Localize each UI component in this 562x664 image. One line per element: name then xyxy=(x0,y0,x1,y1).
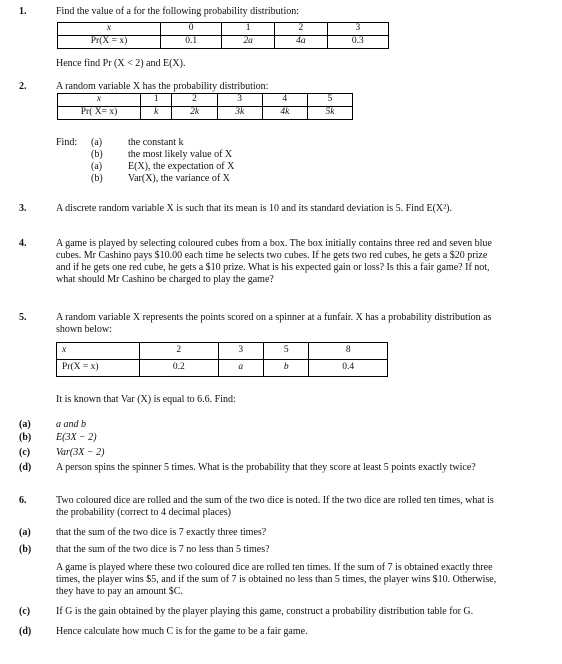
q1-x-cell: 2 xyxy=(274,23,327,36)
q5-p-cell: a xyxy=(218,360,263,377)
question-6-number: 6. xyxy=(19,495,27,506)
question-1-text: Find the value of a for the following probability distribution: xyxy=(56,6,300,17)
q1-x-cell: 1 xyxy=(222,23,275,36)
q2-part-label: (a) xyxy=(91,161,103,172)
question-4-line: A game is played by selecting coloured cubes from a box. The box initially contains three red and seven blue xyxy=(56,238,492,249)
q2-p-cell: 3k xyxy=(217,107,262,120)
question-4-line: what should Mr Cashino be charged to play the game? xyxy=(56,274,274,285)
q1-p-cell: 0.1 xyxy=(161,36,222,49)
q5-x-row xyxy=(57,343,388,360)
q6-game-line: A game is played where these two coloured dice are rolled ten times. If the sum of 7 is obtained exactly three xyxy=(56,562,493,573)
q6-part-label: (d) xyxy=(19,626,32,637)
q6-part-text: that the sum of the two dice is 7 no less than 5 times? xyxy=(56,544,270,555)
question-6-line: the probability (correct to 4 decimal places) xyxy=(56,507,231,518)
q6-part-label: (b) xyxy=(19,544,32,555)
q2-part-text: the most likely value of X xyxy=(128,149,233,160)
q2-x-cell: 2 xyxy=(172,94,217,107)
question-4-number: 4. xyxy=(19,238,27,249)
q1-p-cell: 2a xyxy=(222,36,275,49)
question-6-line: Two coloured dice are rolled and the sum of the two dice is noted. If the two dice are rolled ten times, what is xyxy=(56,495,494,506)
q5-p-row xyxy=(57,360,388,377)
q1-p-cell: 4a xyxy=(274,36,327,49)
q5-x-cell: 5 xyxy=(263,343,308,360)
q5-p-cell: 0.4 xyxy=(309,360,388,377)
q2-p-cell: k xyxy=(141,107,172,120)
q5-part-text: A person spins the spinner 5 times. What is the probability that they score at least 5 points exactly twice? xyxy=(56,462,476,473)
q2-x-cell: 1 xyxy=(141,94,172,107)
q5-x-cell: 8 xyxy=(309,343,388,360)
q5-part-text: E(3X − 2) xyxy=(56,432,97,443)
q2-x-header: x xyxy=(58,94,141,107)
q2-p-cell: 5k xyxy=(307,107,352,120)
q6-part-text: Hence calculate how much C is for the game to be a fair game. xyxy=(56,626,308,637)
q2-p-cell: 2k xyxy=(172,107,217,120)
q5-p-cell: 0.2 xyxy=(140,360,219,377)
question-4-line: cubes. Mr Cashino pays $10.00 each time he selects two cubes. If he gets two red cubes, he gets a $20 prize xyxy=(56,250,488,261)
q5-part-label: (d) xyxy=(19,462,32,473)
q1-p-row xyxy=(58,36,389,49)
q1-x-row xyxy=(58,23,389,36)
q1-x-header: x xyxy=(58,23,161,36)
q6-part-text: If G is the gain obtained by the player playing this game, construct a probability distribution table for G. xyxy=(56,606,474,617)
q1-p-header: Pr(X = x) xyxy=(58,36,161,49)
question-5-line: A random variable X represents the points scored on a spinner at a funfair. X has a probability distribution as xyxy=(56,312,492,323)
q1-x-cell: 3 xyxy=(327,23,388,36)
q5-part-text: a and b xyxy=(56,419,86,430)
q5-known-text: It is known that Var (X) is equal to 6.6. Find: xyxy=(56,394,236,405)
q5-x-cell: 2 xyxy=(140,343,219,360)
question-4-line: and if he gets one red cube, he gets a $10 prize. What is his expected gain or loss? Is this a fair game? If not, xyxy=(56,262,490,273)
q2-p-header: Pr( X= x) xyxy=(58,107,141,120)
q2-p-row xyxy=(58,107,353,120)
q2-part-label: (b) xyxy=(91,173,103,184)
q2-x-cell: 3 xyxy=(217,94,262,107)
q2-part-text: E(X), the expectation of X xyxy=(128,161,235,172)
q1-p-cell: 0.3 xyxy=(327,36,388,49)
q2-p-cell: 4k xyxy=(262,107,307,120)
q5-part-label: (c) xyxy=(19,447,31,458)
question-1-followup: Hence find Pr (X < 2) and E(X). xyxy=(56,58,186,69)
q5-part-label: (a) xyxy=(19,419,31,430)
q5-x-header: x xyxy=(57,343,140,360)
question-5-number: 5. xyxy=(19,312,27,323)
q2-x-row xyxy=(58,94,353,107)
question-5-line: shown below: xyxy=(56,324,112,335)
q5-x-cell: 3 xyxy=(218,343,263,360)
q1-distribution-table xyxy=(57,22,389,49)
q6-part-text: that the sum of the two dice is 7 exactly three times? xyxy=(56,527,267,538)
q6-part-label: (a) xyxy=(19,527,31,538)
q5-part-label: (b) xyxy=(19,432,32,443)
q5-p-cell: b xyxy=(263,360,308,377)
q6-game-line: times, the player wins $5, and if the sum of 7 is obtained no less than 5 times, the player wins $10. Otherwise, xyxy=(56,574,497,585)
q6-game-line: they have to pay an amount $C. xyxy=(56,586,183,597)
question-3-text: A discrete random variable X is such that its mean is 10 and its standard deviation is 5. Find E(X²). xyxy=(56,203,452,214)
q2-part-label: (a) xyxy=(91,137,103,148)
q2-find-label: Find: xyxy=(56,137,78,148)
question-3-number: 3. xyxy=(19,203,27,214)
q5-part-text: Var(3X − 2) xyxy=(56,447,105,458)
question-2-number: 2. xyxy=(19,81,27,92)
q1-x-cell: 0 xyxy=(161,23,222,36)
q5-p-header: Pr(X = x) xyxy=(57,360,140,377)
q2-part-text: the constant k xyxy=(128,137,184,148)
q2-x-cell: 5 xyxy=(307,94,352,107)
question-1-number: 1. xyxy=(19,6,27,17)
q6-part-label: (c) xyxy=(19,606,31,617)
q2-x-cell: 4 xyxy=(262,94,307,107)
question-2-text: A random variable X has the probability distribution: xyxy=(56,81,269,92)
q5-distribution-table xyxy=(56,342,388,377)
q2-part-text: Var(X), the variance of X xyxy=(128,173,230,184)
q2-distribution-table xyxy=(57,93,353,120)
q2-part-label: (b) xyxy=(91,149,103,160)
